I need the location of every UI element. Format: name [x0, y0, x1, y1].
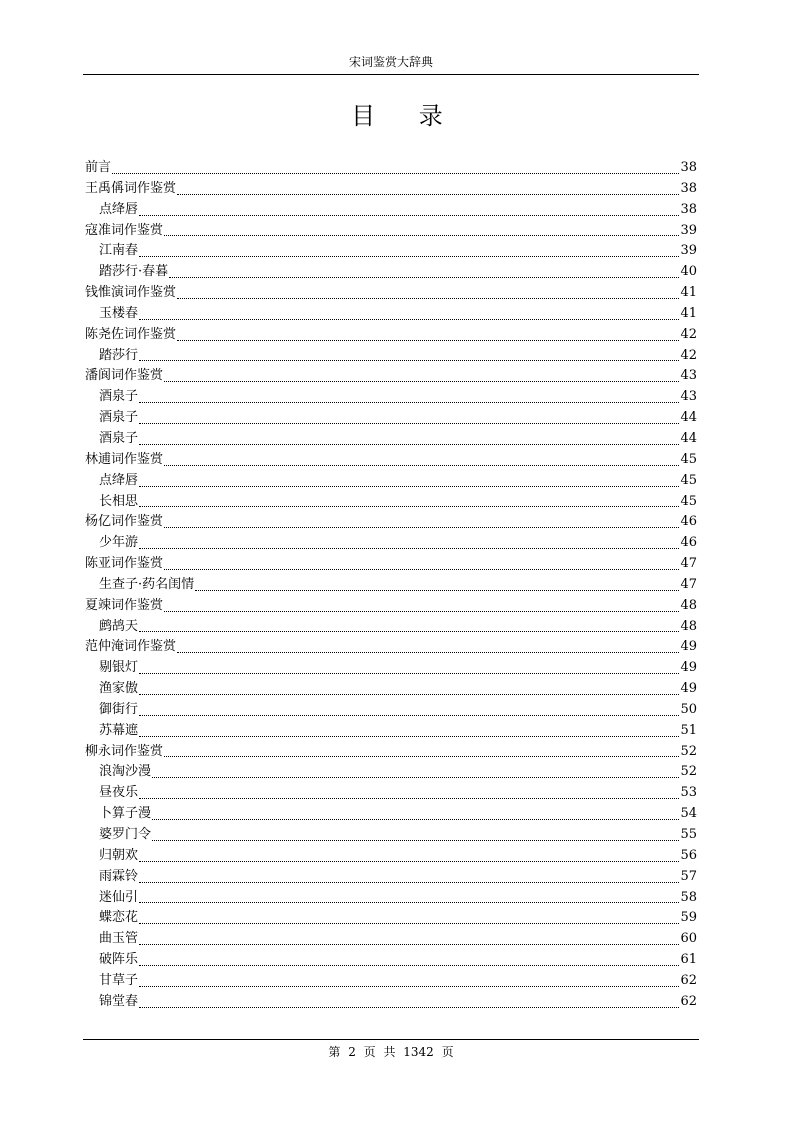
toc-entry-label: 点绛唇	[99, 201, 139, 217]
toc-dot-leader	[177, 194, 679, 195]
toc-entry-poem[interactable]	[85, 825, 697, 846]
toc-entry-label: 少年游	[99, 535, 139, 551]
toc-entry-poem[interactable]	[85, 304, 697, 325]
toc-entry-section[interactable]	[85, 179, 697, 200]
toc-entry-poem[interactable]	[85, 804, 697, 825]
toc-dot-leader	[139, 902, 679, 903]
toc-entry-label: 锦堂春	[99, 993, 139, 1009]
toc-entry-page-number: 49	[680, 639, 697, 655]
toc-dot-leader	[139, 715, 679, 716]
toc-entry-section[interactable]	[85, 325, 697, 346]
toc-list	[85, 158, 697, 1013]
toc-entry-label: 林逋词作鉴赏	[85, 451, 164, 467]
toc-dot-leader	[139, 965, 679, 966]
toc-entry-label: 前言	[85, 160, 112, 175]
toc-dot-leader	[139, 360, 679, 361]
page-footer	[83, 1039, 699, 1060]
toc-entry-poem[interactable]	[85, 721, 697, 742]
toc-entry-poem[interactable]	[85, 492, 697, 513]
toc-entry-page-number: 53	[680, 785, 697, 801]
book-title: 宋词鉴赏大辞典	[348, 55, 433, 69]
toc-dot-leader	[139, 694, 679, 695]
toc-entry-section[interactable]	[85, 512, 697, 533]
toc-dot-leader	[112, 173, 679, 174]
toc-entry-poem[interactable]	[85, 387, 697, 408]
toc-dot-leader	[139, 319, 679, 320]
toc-entry-label: 渔家傲	[99, 681, 139, 697]
toc-entry-page-number: 42	[680, 347, 697, 363]
toc-entry-page-number: 42	[680, 326, 697, 342]
toc-entry-poem[interactable]	[85, 992, 697, 1013]
toc-entry-page-number: 56	[680, 847, 697, 863]
toc-entry-page-number: 45	[680, 472, 697, 488]
toc-entry-page-number: 44	[680, 430, 697, 446]
toc-dot-leader	[164, 235, 679, 236]
toc-entry-label: 踏莎行·春暮	[99, 264, 169, 280]
toc-entry-label: 玉楼春	[99, 305, 139, 321]
toc-dot-leader	[195, 590, 679, 591]
toc-entry-page-number: 39	[680, 243, 697, 259]
toc-entry-poem[interactable]	[85, 908, 697, 929]
toc-entry-page-number: 45	[680, 451, 697, 467]
toc-dot-leader	[139, 548, 679, 549]
toc-entry-page-number: 48	[680, 618, 697, 634]
toc-dot-leader	[139, 798, 679, 799]
toc-entry-page-number: 61	[680, 952, 697, 968]
toc-entry-label: 归朝欢	[99, 847, 139, 863]
toc-entry-label: 雨霖铃	[99, 868, 139, 884]
toc-entry-page-number: 41	[680, 285, 697, 301]
toc-entry-label: 夏竦词作鉴赏	[85, 597, 164, 613]
toc-entry-poem[interactable]	[85, 679, 697, 700]
toc-entry-poem[interactable]	[85, 408, 697, 429]
toc-entry-label: 浪淘沙漫	[99, 764, 152, 780]
toc-dot-leader	[164, 611, 679, 612]
toc-entry-page-number: 45	[680, 493, 697, 509]
toc-entry-label: 范仲淹词作鉴赏	[85, 639, 177, 655]
toc-dot-leader	[164, 756, 679, 757]
toc-entry-label: 婆罗门令	[99, 827, 152, 842]
toc-entry-label: 昼夜乐	[99, 785, 139, 801]
toc-entry-label: 陈亚词作鉴赏	[85, 556, 164, 572]
toc-entry-poem[interactable]	[85, 700, 697, 721]
toc-entry-label: 酒泉子	[99, 389, 139, 405]
toc-entry-label: 钱惟演词作鉴赏	[85, 285, 177, 301]
toc-entry-page-number: 52	[680, 743, 697, 759]
toc-entry-page-number: 41	[680, 305, 697, 321]
toc-entry-label: 江南春	[99, 243, 139, 259]
toc-entry-label: 寇准词作鉴赏	[85, 222, 164, 238]
toc-entry-label: 御街行	[99, 701, 139, 717]
toc-entry-section[interactable]	[85, 366, 697, 387]
toc-dot-leader	[139, 256, 679, 257]
toc-entry-page-number: 43	[680, 368, 697, 384]
toc-dot-leader	[152, 819, 679, 820]
toc-dot-leader	[164, 381, 679, 382]
toc-title: 目 录	[351, 102, 461, 130]
toc-entry-poem[interactable]	[85, 762, 697, 783]
toc-entry-label: 柳永词作鉴赏	[85, 743, 164, 759]
toc-entry-poem[interactable]	[85, 867, 697, 888]
toc-dot-leader	[139, 673, 679, 674]
toc-entry-page-number: 60	[680, 931, 697, 947]
toc-dot-leader	[139, 506, 679, 507]
toc-entry-page-number: 57	[680, 868, 697, 884]
toc-entry-poem[interactable]	[85, 533, 697, 554]
toc-entry-page-number: 49	[680, 681, 697, 697]
toc-entry-page-number: 54	[680, 806, 697, 822]
toc-entry-page-number: 38	[680, 180, 697, 196]
toc-entry-page-number: 59	[680, 910, 697, 926]
toc-dot-leader	[139, 444, 679, 445]
toc-entry-label: 剔银灯	[99, 660, 139, 676]
toc-entry-poem[interactable]	[85, 888, 697, 909]
toc-dot-leader	[139, 923, 679, 924]
toc-entry-label: 陈尧佐词作鉴赏	[85, 326, 177, 342]
toc-dot-leader	[139, 402, 679, 403]
toc-entry-page-number: 52	[680, 764, 697, 780]
toc-entry-section[interactable]	[85, 596, 697, 617]
toc-dot-leader	[152, 777, 679, 778]
toc-entry-section[interactable]	[85, 554, 697, 575]
toc-entry-label: 酒泉子	[99, 430, 139, 446]
toc-entry-page-number: 62	[680, 993, 697, 1009]
toc-entry-poem[interactable]	[85, 471, 697, 492]
toc-dot-leader	[139, 986, 679, 987]
toc-entry-page-number: 51	[680, 722, 697, 738]
toc-entry-poem[interactable]	[85, 783, 697, 804]
toc-entry-label: 曲玉管	[99, 931, 139, 947]
toc-entry-section[interactable]	[85, 221, 697, 242]
toc-entry-page-number: 62	[680, 972, 697, 988]
toc-entry-label: 甘草子	[99, 972, 139, 988]
toc-entry-label: 卜算子漫	[99, 806, 152, 822]
toc-entry-label: 迷仙引	[99, 889, 139, 905]
toc-dot-leader	[139, 423, 679, 424]
toc-entry-section[interactable]	[85, 637, 697, 658]
toc-entry-page-number: 48	[680, 597, 697, 613]
toc-entry-label: 苏幕遮	[99, 722, 139, 738]
toc-entry-page-number: 43	[680, 389, 697, 405]
toc-dot-leader	[139, 215, 679, 216]
toc-dot-leader	[164, 527, 679, 528]
toc-dot-leader	[164, 569, 679, 570]
toc-entry-poem[interactable]	[85, 658, 697, 679]
toc-entry-poem[interactable]	[85, 617, 697, 638]
toc-entry-poem[interactable]	[85, 429, 697, 450]
toc-entry-poem[interactable]	[85, 346, 697, 367]
toc-entry-page-number: 44	[680, 410, 697, 426]
toc-dot-leader	[177, 340, 679, 341]
toc-dot-leader	[139, 1007, 679, 1008]
toc-entry-section[interactable]	[85, 450, 697, 471]
toc-dot-leader	[139, 882, 679, 883]
page-indicator: 第 2 页 共 1342 页	[328, 1045, 454, 1059]
toc-entry-section[interactable]	[85, 742, 697, 763]
toc-dot-leader	[139, 861, 679, 862]
toc-entry-page-number: 38	[680, 160, 697, 175]
toc-entry-poem[interactable]	[85, 929, 697, 950]
toc-dot-leader	[177, 652, 679, 653]
toc-entry-poem[interactable]	[85, 262, 697, 283]
page-header	[83, 54, 699, 75]
toc-entry-page-number: 38	[680, 201, 697, 217]
toc-entry-label: 生查子·药名闺情	[99, 576, 195, 592]
toc-entry-poem[interactable]	[85, 846, 697, 867]
toc-entry-label: 点绛唇	[99, 472, 139, 488]
toc-entry-label: 鹧鸪天	[99, 618, 139, 634]
toc-entry-page-number: 46	[680, 535, 697, 551]
toc-dot-leader	[152, 840, 679, 841]
toc-entry-label: 酒泉子	[99, 410, 139, 426]
toc-entry-poem[interactable]	[85, 950, 697, 971]
toc-entry-page-number: 49	[680, 660, 697, 676]
toc-entry-page-number: 46	[680, 514, 697, 530]
toc-entry-label: 王禹偁词作鉴赏	[85, 180, 177, 196]
toc-entry-page-number: 47	[680, 576, 697, 592]
toc-entry-poem[interactable]	[85, 200, 697, 221]
toc-dot-leader	[169, 277, 679, 278]
toc-dot-leader	[164, 465, 679, 466]
toc-entry-page-number: 47	[680, 556, 697, 572]
toc-entry-label: 杨亿词作鉴赏	[85, 514, 164, 530]
toc-entry-label: 破阵乐	[99, 952, 139, 968]
toc-entry-label: 长相思	[99, 493, 139, 509]
toc-entry-poem[interactable]	[85, 971, 697, 992]
toc-entry-section[interactable]	[85, 283, 697, 304]
toc-entry-page-number: 40	[680, 264, 697, 280]
toc-dot-leader	[139, 486, 679, 487]
toc-entry-section[interactable]	[85, 158, 697, 179]
toc-dot-leader	[139, 944, 679, 945]
toc-entry-poem[interactable]	[85, 241, 697, 262]
toc-entry-page-number: 39	[680, 222, 697, 238]
toc-entry-page-number: 50	[680, 701, 697, 717]
toc-entry-poem[interactable]	[85, 575, 697, 596]
toc-entry-label: 蝶恋花	[99, 910, 139, 926]
toc-dot-leader	[139, 631, 679, 632]
toc-entry-label: 潘阆词作鉴赏	[85, 368, 164, 384]
toc-entry-page-number: 55	[680, 827, 697, 842]
toc-dot-leader	[177, 298, 679, 299]
toc-entry-label: 踏莎行	[99, 347, 139, 363]
toc-dot-leader	[139, 736, 679, 737]
toc-entry-page-number: 58	[680, 889, 697, 905]
